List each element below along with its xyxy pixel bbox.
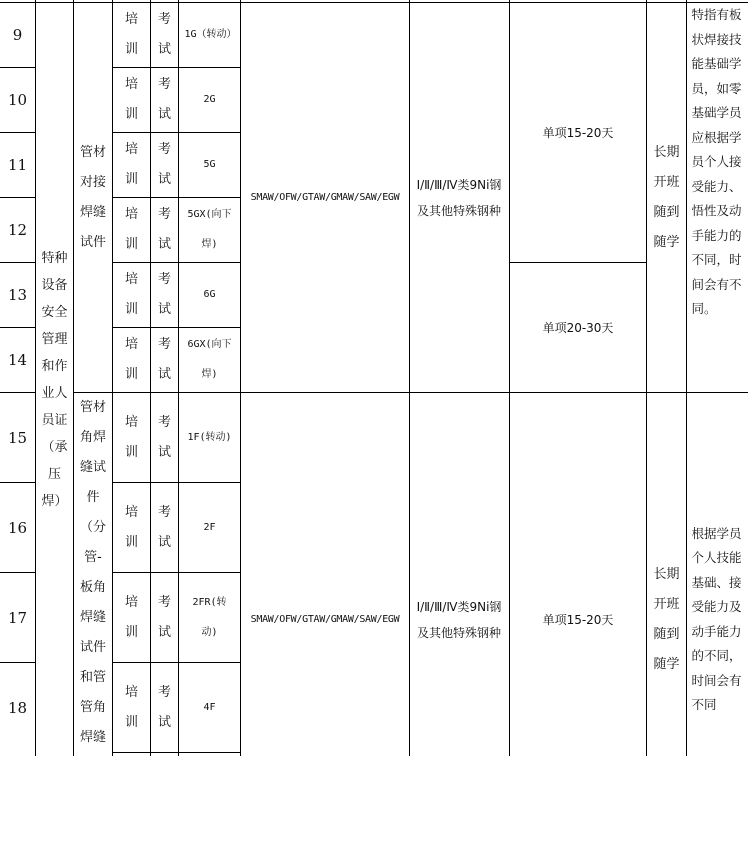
duration-cell: [510, 3, 646, 262]
exam-label: 考试: [157, 504, 171, 550]
row-number: 9: [12, 26, 23, 44]
welding-process-text: SMAW/OFW/GTAW/GMAW/SAW/EGW: [250, 192, 400, 203]
row-number: 11: [7, 156, 28, 174]
row-divider: [112, 752, 240, 753]
position-code: 4F: [203, 701, 216, 713]
category-cell: [36, 3, 73, 756]
exam-label: 考试: [157, 142, 171, 187]
training-label: 培训: [124, 207, 138, 252]
row-number: 10: [7, 91, 28, 109]
training-label: 培训: [124, 337, 138, 382]
training-label: 培训: [124, 12, 138, 57]
training-label: 培训: [124, 272, 138, 317]
row-number: 18: [7, 698, 28, 717]
specimen-type-cell: [74, 3, 112, 392]
position-code: 1F(转动): [187, 431, 232, 443]
duration-text: 单项15-20天: [542, 613, 614, 627]
duration-cell: [510, 393, 646, 846]
welding-process-cell: [241, 3, 409, 392]
row-number: 16: [7, 518, 28, 537]
exam-label: 考试: [157, 12, 171, 57]
row-number: 17: [7, 608, 28, 627]
schedule-cell: [647, 3, 686, 392]
row-number: 12: [7, 221, 28, 239]
training-label: 培训: [124, 594, 138, 640]
training-label: 培训: [124, 684, 138, 730]
remarks-text: 特指有板状焊接技能基础学员，如零基础学员应根据学员个人接受能力、悟性及动手能力的不同，时间会有不同。: [691, 7, 742, 316]
position-code: 6G: [203, 289, 216, 300]
position-code: 2F: [203, 521, 216, 533]
exam-label: 考试: [157, 684, 171, 730]
exam-label: 考试: [157, 337, 171, 382]
remarks-text: 根据学员个人技能基础、接受能力及动手能力的不同，时间会有不同: [691, 525, 742, 712]
material-text: Ⅰ/Ⅱ/Ⅲ/Ⅳ类9Ni钢及其他特殊钢种: [416, 599, 502, 640]
material-cell: [412, 3, 506, 392]
position-code: 1G（转动）: [184, 29, 237, 40]
category-text: 特种设备安全管理和作业人员证（承压焊）: [41, 250, 68, 509]
exam-label: 考试: [157, 207, 171, 252]
training-label: 培训: [124, 142, 138, 187]
training-label: 培训: [124, 504, 138, 550]
position-code: 2G: [203, 94, 216, 105]
column-divider: [409, 0, 410, 756]
duration-cell: [510, 263, 646, 392]
position-code: 5G: [203, 159, 216, 170]
position-code: 5GX(向下焊): [187, 209, 232, 250]
welding-process-text: SMAW/OFW/GTAW/GMAW/SAW/EGW: [250, 614, 400, 625]
duration-text: 单项15-20天: [542, 126, 614, 140]
material-text: Ⅰ/Ⅱ/Ⅲ/Ⅳ类9Ni钢及其他特殊钢种: [416, 177, 502, 218]
schedule-text: 长期开班随到随学: [653, 144, 680, 250]
specimen-type-cell: [74, 393, 112, 756]
position-code: 2FR(转动): [192, 596, 227, 638]
exam-label: 考试: [157, 272, 171, 317]
specimen-type-text: 管材对接焊缝试件: [80, 144, 107, 250]
exam-label: 考试: [157, 77, 171, 122]
training-label: 培训: [124, 414, 138, 460]
row-number: 13: [7, 286, 28, 304]
row-number: 14: [7, 351, 28, 369]
exam-label: 考试: [157, 594, 171, 640]
row-number: 15: [7, 428, 28, 447]
duration-text: 单项20-30天: [542, 321, 614, 335]
material-cell: [412, 393, 506, 846]
welding-process-cell: [241, 393, 409, 846]
remarks-cell: [687, 3, 748, 392]
specimen-type-text: 管材角焊缝试件（分管-板角焊缝试件和管管角焊缝: [80, 400, 107, 745]
schedule-text: 长期开班随到随学: [653, 566, 680, 672]
training-label: 培训: [124, 77, 138, 122]
remarks-cell: [687, 393, 748, 846]
position-code: 6GX(向下焊): [187, 339, 232, 380]
exam-label: 考试: [157, 414, 171, 460]
schedule-cell: [647, 393, 686, 846]
